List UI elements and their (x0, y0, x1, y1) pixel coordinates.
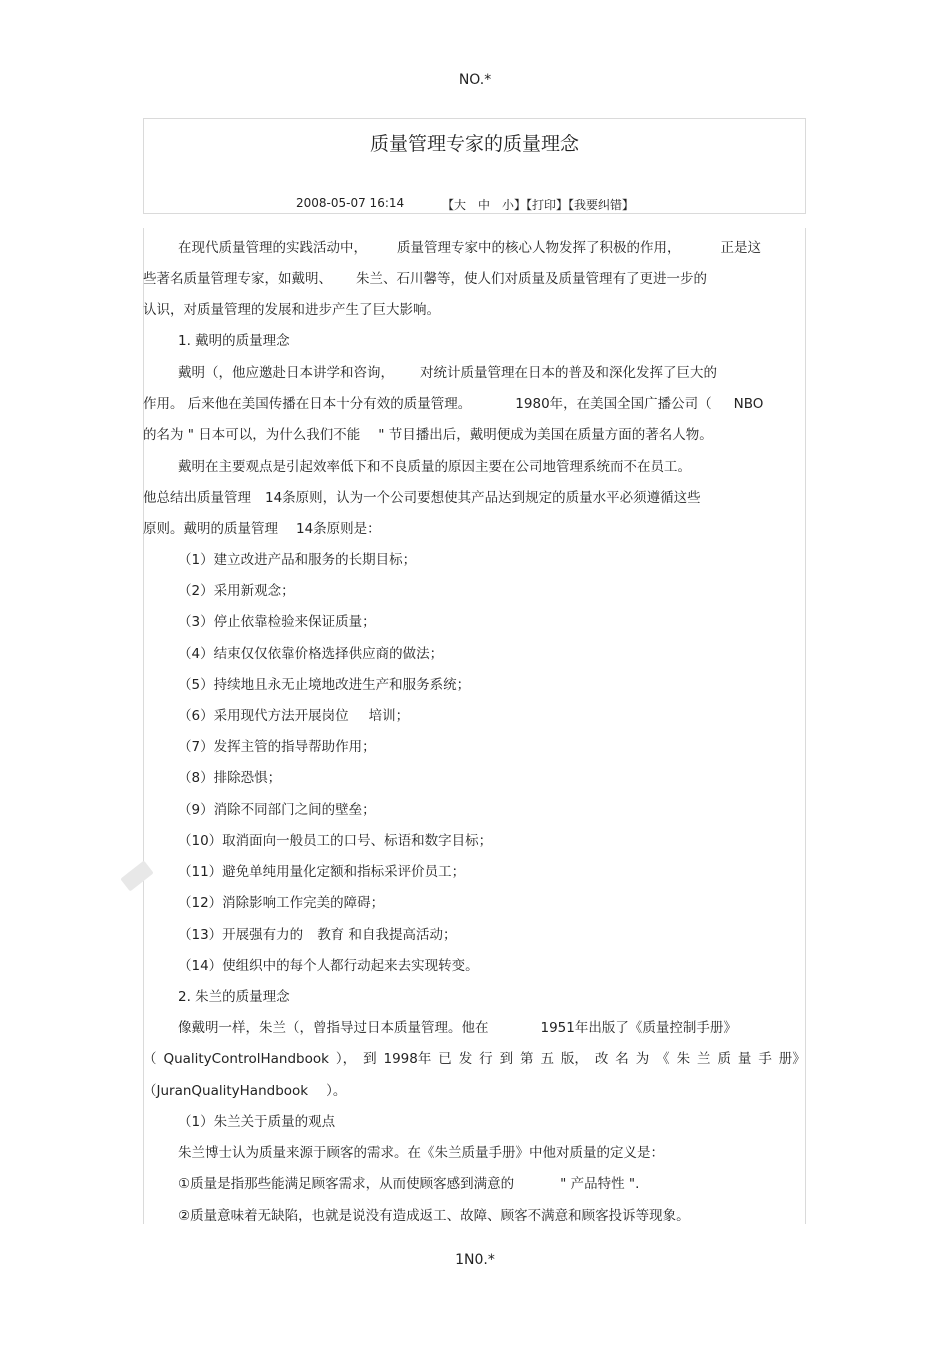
text-line: 作用。 后来他在美国传播在日本十分有效的质量管理。 1980年，在美国全国广播公司（ NBO (143, 396, 764, 412)
text-fragment: 量 (737, 1051, 752, 1067)
text-fragment: 《 (656, 1051, 670, 1067)
list-item: （3）停止依靠检验来保证质量； (178, 614, 376, 630)
list-item: （12）消除影响工作完美的障碍； (178, 895, 385, 911)
text-line: ①质量是指那些能满足顾客需求，从而使顾客感到满意的 " 产品特性 ". (178, 1176, 640, 1192)
text-line: （JuranQualityHandbook ）。 (143, 1083, 347, 1099)
text-fragment: （ (143, 1051, 157, 1067)
text-fragment: 1998年 (383, 1051, 432, 1067)
text-line (143, 1050, 806, 1068)
list-item: （10）取消面向一般员工的口号、标语和数字目标； (178, 833, 493, 849)
list-item: （4）结束仅仅依靠价格选择供应商的做法； (178, 646, 444, 662)
text-line: 像戴明一样，朱兰（，曾指导过日本质量管理。他在 1951年出版了《质量控制手册》 (178, 1020, 737, 1036)
article-header (143, 118, 806, 214)
section-heading: 1. 戴明的质量理念 (178, 333, 290, 349)
text-fragment: 已 (438, 1051, 452, 1067)
section-heading: （1）朱兰关于质量的观点 (178, 1114, 336, 1130)
text-fragment: 为 (635, 1051, 650, 1067)
list-item: （9）消除不同部门之间的壁垒； (178, 802, 376, 818)
text-fragment: 质 (717, 1051, 731, 1067)
text-line: 戴明在主要观点是引起效率低下和不良质量的原因主要在公司地管理系统而不在员工。 (178, 459, 691, 475)
article-title: 质量管理专家的质量理念 (369, 133, 579, 155)
page-footer-number: 1N0.* (455, 1252, 495, 1268)
text-line: 戴明（，他应邀赴日本讲学和咨询， 对统计质量管理在日本的普及和深化发挥了巨大的 (178, 365, 717, 381)
text-fragment: 朱 (676, 1051, 691, 1067)
text-line: 朱兰博士认为质量来源于顾客的需求。在《朱兰质量手册》中他对质量的定义是： (178, 1145, 664, 1161)
text-line: 认识，对质量管理的发展和进步产生了巨大影响。 (143, 302, 440, 318)
list-item: （14）使组织中的每个人都行动起来去实现转变。 (178, 958, 479, 974)
text-fragment: 兰 (697, 1051, 711, 1067)
text-line: 些著名质量管理专家，如戴明、 朱兰、石川馨等，使人们对质量及质量管理有了更进一步的 (143, 271, 707, 287)
text-line: 他总结出质量管理 14条原则，认为一个公司要想使其产品达到规定的质量水平必须遵循这些 (143, 490, 701, 506)
article-tools (442, 196, 634, 213)
text-fragment: 手 (758, 1051, 772, 1067)
list-item: （1）建立改进产品和服务的长期目标； (178, 552, 417, 568)
text-line: 原则。戴明的质量管理 14条原则是： (143, 521, 381, 537)
list-item: （11）避免单纯用量化定额和指标采评价员工； (178, 864, 466, 880)
text-fragment: 到 (363, 1051, 377, 1067)
text-line: ②质量意味着无缺陷，也就是说没有造成返工、故障、顾客不满意和顾客投诉等现象。 (178, 1208, 690, 1224)
text-fragment: 行 (479, 1051, 493, 1067)
list-item: （6）采用现代方法开展岗位 培训； (178, 708, 410, 724)
text-line: 在现代质量管理的实践活动中， 质量管理专家中的核心人物发挥了积极的作用， 正是这 (178, 240, 761, 256)
list-item: （8）排除恐惧； (178, 770, 282, 786)
list-item: （13）开展强有力的 教育 和自我提高活动； (178, 927, 457, 943)
text-fragment: 改 (594, 1051, 609, 1067)
text-fragment: 五 (540, 1051, 554, 1067)
text-fragment: QualityControlHandbook (163, 1051, 329, 1067)
text-fragment: 到 (499, 1051, 514, 1067)
list-item: （7）发挥主管的指导帮助作用； (178, 739, 376, 755)
font-size-link[interactable]: 【大 中 小】 (442, 198, 527, 212)
text-line: 的名为 " 日本可以，为什么我们不能 " 节目播出后，戴明便成为美国在质量方面的著名人物。 (143, 427, 713, 443)
text-fragment: 名 (615, 1051, 629, 1067)
article-date: 2008-05-07 16:14 (296, 196, 405, 210)
text-fragment: 发 (458, 1051, 473, 1067)
section-heading: 2. 朱兰的质量理念 (178, 989, 290, 1005)
list-item: （5）持续地且永无止境地改进生产和服务系统； (178, 677, 471, 693)
list-item: （2）采用新观念； (178, 583, 295, 599)
text-fragment: 册》 (778, 1051, 806, 1067)
report-error-link[interactable]: 【我要纠错】 (568, 198, 635, 212)
page-header-number: NO.* (458, 72, 492, 88)
text-fragment: 版， (560, 1051, 588, 1067)
text-fragment: ）， (335, 1051, 357, 1067)
text-fragment: 第 (520, 1051, 534, 1067)
print-link[interactable]: 【打印】 (526, 198, 569, 212)
